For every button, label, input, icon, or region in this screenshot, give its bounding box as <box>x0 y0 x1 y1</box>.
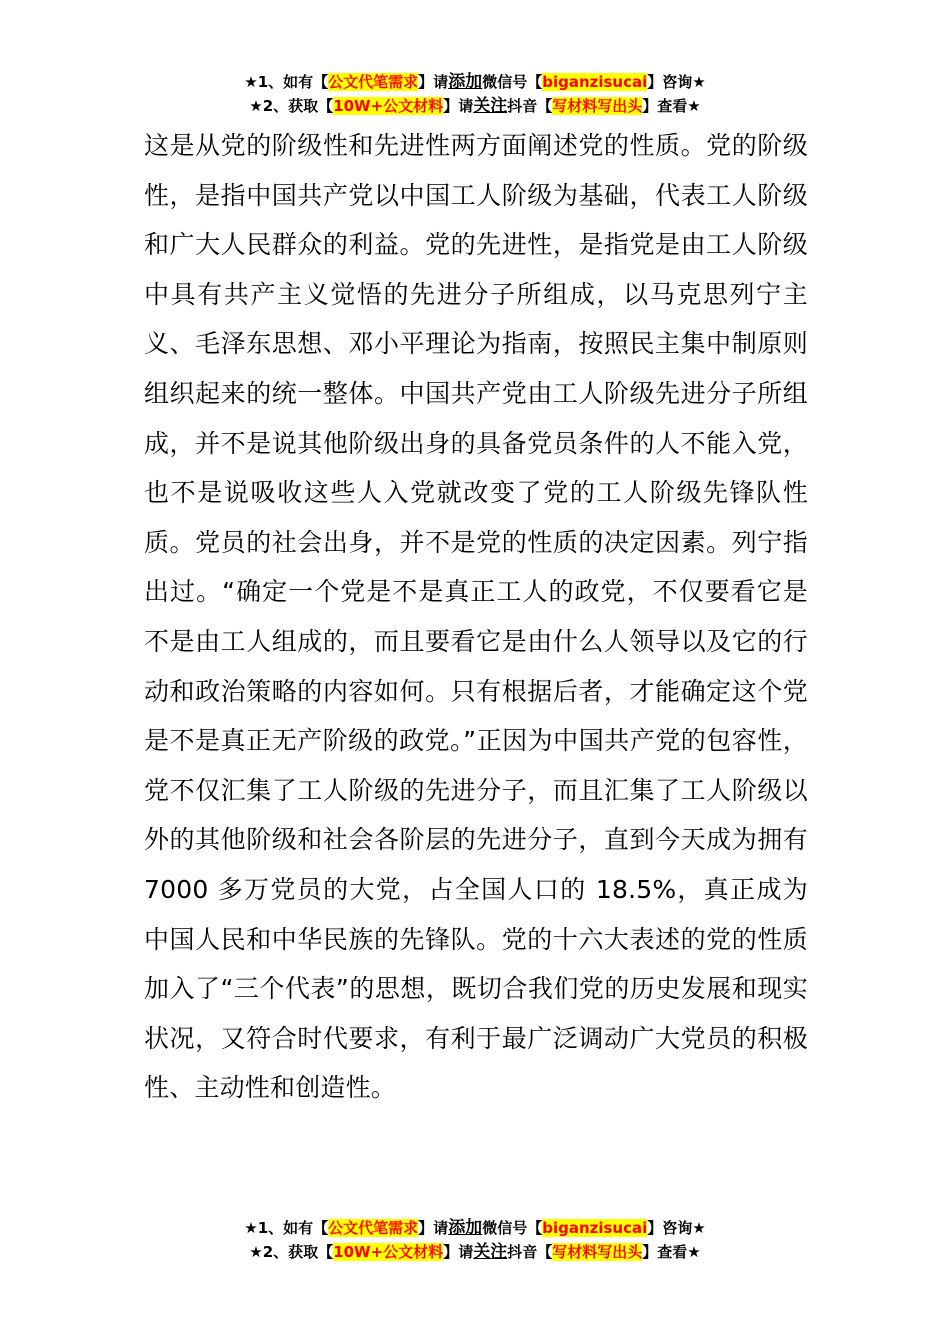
highlight-ghostwriting: 公文代笔需求 <box>328 1219 419 1237</box>
emphasis-follow: 关注 <box>473 1242 508 1262</box>
banner-text: ★2、获取【 <box>249 1243 334 1261</box>
banner-line-1 <box>0 70 950 94</box>
banner-text: 】查看★ <box>642 1243 701 1261</box>
body-paragraph: 这是从党的阶级性和先进性两方面阐述党的性质。党的阶级性，是指中国共产党以中国工人阶级为基础，代表工人阶级和广大人民群众的利益。党的先进性，是指党是由工人阶级中具有共产主义觉悟的先进分子所组成，以马克思列宁主义、毛泽东思想、邓小平理论为指南，按照民主集中制原则组织起来的统一整体。中国共产党由工人阶级先进分子所组成，并不是说其他阶级出身的具备党员条件的人不能入党，也不是说吸收这些人入党就改变了党的工人阶级先锋队性质。党员的社会出身，并不是党的性质的决定因素。列宁指出过。“确定一个党是不是真正工人的政党，不仅要看它是不是由工人组成的，而且要看它是由什么人领导以及它的行动和政治策略的内容如何。只有根据后者，才能确定这个党是不是真正无产阶级的政党。”正因为中国共产党的包容性，党不仅汇集了工人阶级的先进分子，而且汇集了工人阶级以外的其他阶级和社会各阶层的先进分子，直到今天成为拥有 7000 多万党员的大党，占全国人口的 18.5%，真正成为中国人民和中华民族的先锋队。党的十六大表述的党的性质加入了“三个代表”的思想，既切合我们党的历史发展和现实状况，又符合时代要求，有利于最广泛调动广大党员的积极性、主动性和创造性。 <box>144 131 808 1103</box>
banner-text: 微信号【 <box>482 1219 543 1237</box>
highlight-wechat-id: biganzisucai <box>542 1219 648 1237</box>
banner-text: ★2、获取【 <box>249 97 334 115</box>
banner-line-1 <box>0 1216 950 1240</box>
highlight-materials: 10W+公文材料 <box>333 1243 444 1261</box>
banner-text: 微信号【 <box>482 73 543 91</box>
banner-text: 】咨询★ <box>647 1219 706 1237</box>
banner-text: 】咨询★ <box>647 73 706 91</box>
banner-text: 抖音【 <box>507 1243 553 1261</box>
banner-text: 】请 <box>418 1219 449 1237</box>
banner-text: 抖音【 <box>507 97 553 115</box>
emphasis-add: 添加 <box>448 72 483 92</box>
banner-text: 】请 <box>418 73 449 91</box>
highlight-ghostwriting: 公文代笔需求 <box>328 73 419 91</box>
banner-line-2 <box>0 94 950 118</box>
footer-banner <box>0 1216 950 1264</box>
banner-text: 】请 <box>443 97 474 115</box>
banner-text: ★1、如有【 <box>244 73 329 91</box>
emphasis-add: 添加 <box>448 1218 483 1238</box>
document-body <box>144 121 808 1113</box>
banner-text: 】请 <box>443 1243 474 1261</box>
highlight-materials: 10W+公文材料 <box>333 97 444 115</box>
banner-line-2 <box>0 1240 950 1264</box>
highlight-wechat-id: biganzisucai <box>542 73 648 91</box>
header-banner <box>0 70 950 118</box>
highlight-douyin-account: 写材料写出头 <box>552 1243 643 1261</box>
highlight-douyin-account: 写材料写出头 <box>552 97 643 115</box>
banner-text: 】查看★ <box>642 97 701 115</box>
emphasis-follow: 关注 <box>473 96 508 116</box>
banner-text: ★1、如有【 <box>244 1219 329 1237</box>
